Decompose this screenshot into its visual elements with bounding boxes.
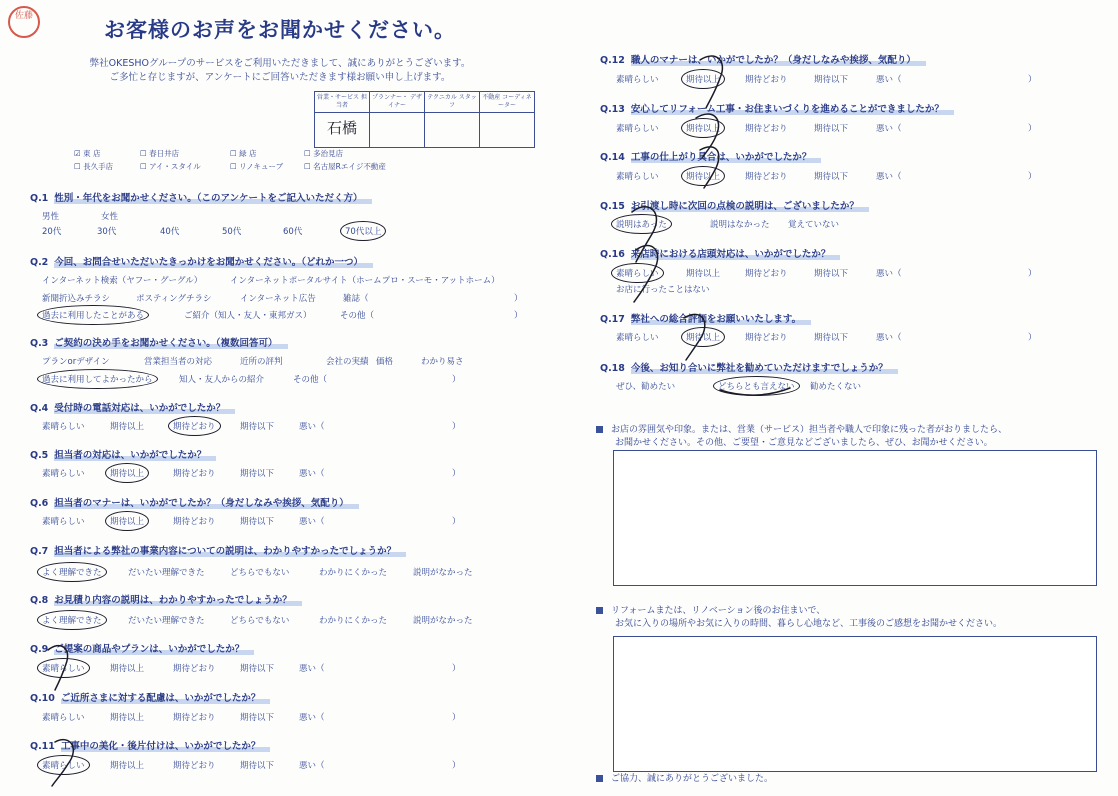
- answer-option[interactable]: 期待以下: [240, 761, 275, 771]
- answer-option[interactable]: 悪い（: [299, 422, 325, 432]
- answer-option[interactable]: 素晴らしい: [616, 124, 659, 134]
- question-number: Q.5: [30, 450, 49, 461]
- checked-box-icon[interactable]: ☑: [74, 149, 84, 158]
- paren-close: ）: [1028, 75, 1037, 85]
- answer-option[interactable]: 素晴らしい: [616, 172, 659, 182]
- answer-option[interactable]: 期待以上: [110, 469, 145, 479]
- question-number: Q.16: [600, 249, 625, 260]
- paren-close: ）: [1028, 124, 1037, 134]
- question-number: Q.11: [30, 741, 55, 752]
- question-number: Q.2: [30, 257, 49, 268]
- paren-close: ）: [452, 375, 461, 385]
- question-heading: [600, 246, 840, 260]
- paren-close: ）: [1028, 269, 1037, 279]
- question-text: 担当者の対応は、いかがでしたか？: [54, 450, 216, 461]
- answer-option[interactable]: ぜひ、勧めたい: [616, 382, 676, 392]
- answer-option[interactable]: 期待どおり: [173, 517, 216, 527]
- answer-option[interactable]: 価格: [376, 357, 394, 367]
- staff-cell-realestate[interactable]: [480, 113, 535, 148]
- answer-option[interactable]: 素晴らしい: [42, 469, 85, 479]
- paren-close: ）: [514, 311, 523, 321]
- intro-line-2: ご多忙と存じますが、アンケートにご回答いただきます様お願い申し上げます。: [109, 72, 451, 83]
- answer-option[interactable]: 素晴らしい: [616, 269, 659, 279]
- answer-option[interactable]: 期待以下: [814, 75, 849, 85]
- answer-option[interactable]: 70代以上: [345, 227, 382, 237]
- answer-option[interactable]: 過去に利用してよかったから: [42, 375, 153, 385]
- answer-option[interactable]: 期待どおり: [745, 75, 788, 85]
- question-number: Q.9: [30, 644, 49, 655]
- answer-option[interactable]: お店に行ったことはない: [616, 285, 710, 295]
- question-heading: [600, 360, 898, 374]
- answer-option[interactable]: 会社の実績: [326, 357, 369, 367]
- question-heading: [600, 149, 821, 163]
- question-heading: [30, 495, 359, 509]
- answer-option[interactable]: 期待以上: [110, 664, 145, 674]
- shop-option[interactable]: [74, 148, 101, 159]
- answer-option[interactable]: 悪い（: [299, 517, 325, 527]
- answer-option[interactable]: インターネット検索（ヤフー・グーグル）: [42, 276, 203, 286]
- answer-option[interactable]: 期待以上: [686, 124, 721, 134]
- shop-label: リノキューブ: [239, 162, 284, 171]
- checkbox-icon[interactable]: ☐: [74, 162, 84, 171]
- paren-close: ）: [1028, 333, 1037, 343]
- answer-option[interactable]: 期待以上: [110, 517, 145, 527]
- shop-option[interactable]: [140, 161, 201, 172]
- question-text: 受付時の電話対応は、いかがでしたか？: [54, 403, 235, 414]
- answer-option[interactable]: 期待どおり: [173, 664, 216, 674]
- question-text: 担当者による弊社の事業内容についての説明は、わかりやすかったでしょうか？: [54, 546, 406, 557]
- answer-option[interactable]: どちらとも言えない: [718, 382, 795, 392]
- staff-cell-planner[interactable]: [370, 113, 425, 148]
- shop-option[interactable]: [304, 161, 386, 172]
- paren-close: ）: [452, 664, 461, 674]
- shop-label: アイ・スタイル: [149, 162, 201, 171]
- shop-label: 長久手店: [83, 162, 114, 171]
- answer-option[interactable]: 悪い（: [876, 75, 902, 85]
- question-heading: [30, 400, 235, 414]
- question-number: Q.10: [30, 693, 55, 704]
- answer-option[interactable]: 雑誌（: [343, 294, 369, 304]
- checkbox-icon[interactable]: ☐: [304, 162, 314, 171]
- shop-option[interactable]: [140, 148, 179, 159]
- comment-prompt-1-line-2: お聞かせください。その他、ご要望・ご意見などございましたら、ぜひ、お聞かせください。: [615, 438, 993, 448]
- question-text: 弊社への総合評価をお願いいたします。: [631, 314, 811, 325]
- answer-option[interactable]: よく理解できた: [42, 616, 102, 626]
- comment-prompt-1-line-1: お店の雰囲気や印象。または、営業（サービス）担当者や職人で印象に残った者がおりましたら、: [611, 425, 1008, 435]
- answer-option[interactable]: 40代: [160, 227, 180, 237]
- answer-option[interactable]: プランorデザイン: [42, 357, 110, 367]
- shop-label: 名古屋Rエイジ不動産: [313, 162, 386, 171]
- question-text: ご提案の商品やプランは、いかがでしたか？: [54, 644, 254, 655]
- answer-option[interactable]: 期待どおり: [173, 469, 216, 479]
- answer-option[interactable]: 期待以下: [240, 713, 275, 723]
- answer-option[interactable]: ポスティングチラシ: [136, 294, 212, 304]
- question-heading: [600, 101, 954, 115]
- answer-option[interactable]: 過去に利用したことがある: [42, 311, 145, 321]
- shop-label: 春日井店: [149, 149, 180, 158]
- paren-close: ）: [452, 469, 461, 479]
- question-heading: [600, 198, 869, 212]
- answer-option[interactable]: 期待以下: [240, 469, 275, 479]
- comment-prompt-2-line-2: お気に入りの場所やお気に入りの時間、暮らし心地など、工事後のご感想をお聞かせください。: [615, 619, 1003, 629]
- staff-header-realestate: 不動産 コーディネーター: [480, 92, 535, 113]
- answer-option[interactable]: 知人・友人からの紹介: [179, 375, 265, 385]
- comment-prompt-1: [596, 424, 1007, 450]
- answer-option[interactable]: よく理解できた: [42, 568, 102, 578]
- question-text: 職人のマナーは、いかがでしたか？（身だしなみや挨拶、気配り）: [631, 55, 926, 66]
- shop-option[interactable]: [74, 161, 113, 172]
- question-text: 性別・年代をお聞かせください。（このアンケートをご記入いただく方）: [54, 193, 372, 204]
- question-number: Q.12: [600, 55, 625, 66]
- answer-option[interactable]: 覚えていない: [788, 220, 840, 230]
- shop-label: 緑 店: [239, 149, 257, 158]
- answer-option[interactable]: インターネットポータルサイト（ホームプロ・スーモ・アットホーム）: [230, 276, 500, 286]
- answer-option[interactable]: わかりにくかった: [319, 616, 388, 626]
- answer-option[interactable]: 期待以上: [686, 269, 721, 279]
- answer-option[interactable]: その他（: [293, 375, 328, 385]
- shop-label: 多治見店: [313, 149, 344, 158]
- answer-option[interactable]: だいたい理解できた: [128, 616, 205, 626]
- paren-close: ）: [514, 294, 523, 304]
- answer-option[interactable]: 悪い（: [876, 269, 902, 279]
- question-text: お引渡し時に次回の点検の説明は、ございましたか？: [631, 201, 869, 212]
- question-heading: [30, 690, 270, 704]
- page-title: お客様のお声をお聞かせください。: [104, 18, 456, 42]
- answer-option[interactable]: どちらでもない: [230, 568, 290, 578]
- answer-option[interactable]: 近所の評判: [240, 357, 283, 367]
- answer-option[interactable]: 期待以上: [686, 172, 721, 182]
- question-number: Q.13: [600, 104, 625, 115]
- question-heading: [30, 447, 216, 461]
- answer-option[interactable]: 期待以下: [240, 422, 275, 432]
- answer-option[interactable]: 期待以下: [814, 124, 849, 134]
- question-number: Q.6: [30, 498, 49, 509]
- answer-option[interactable]: 期待以下: [814, 172, 849, 182]
- question-number: Q.17: [600, 314, 625, 325]
- answer-option[interactable]: 悪い（: [299, 664, 325, 674]
- question-number: Q.3: [30, 338, 49, 349]
- seal-stamp: 佐藤: [8, 6, 40, 38]
- answer-option[interactable]: 50代: [222, 227, 242, 237]
- answer-option[interactable]: わかりにくかった: [319, 568, 388, 578]
- question-number: Q.1: [30, 193, 49, 204]
- answer-option[interactable]: 素晴らしい: [42, 422, 85, 432]
- sales-rep-signature: 石橋: [326, 119, 357, 137]
- bullet-icon: [596, 607, 603, 614]
- bullet-icon: [596, 426, 603, 433]
- question-text: 担当者のマナーは、いかがでしたか？（身だしなみや挨拶、気配り）: [54, 498, 359, 509]
- answer-option[interactable]: 期待どおり: [745, 269, 788, 279]
- shop-option[interactable]: [304, 148, 343, 159]
- comment-box-1[interactable]: [613, 450, 1097, 586]
- staff-header-sales: 営業・サービス 担当者: [315, 92, 370, 113]
- paren-close: ）: [452, 713, 461, 723]
- closing-line: [596, 773, 773, 786]
- question-heading: [30, 738, 270, 752]
- paren-close: ）: [1028, 172, 1037, 182]
- answer-option[interactable]: 新聞折込みチラシ: [42, 294, 111, 304]
- answer-option[interactable]: 素晴らしい: [616, 75, 659, 85]
- question-number: Q.7: [30, 546, 49, 557]
- answer-option[interactable]: 素晴らしい: [616, 333, 659, 343]
- question-heading: [30, 190, 372, 204]
- answer-option[interactable]: 期待以下: [240, 517, 275, 527]
- answer-option[interactable]: 期待以上: [110, 761, 145, 771]
- question-number: Q.4: [30, 403, 49, 414]
- answer-option[interactable]: 期待どおり: [745, 333, 788, 343]
- answer-option[interactable]: どちらでもない: [230, 616, 290, 626]
- question-heading: [30, 254, 373, 268]
- answer-option[interactable]: 素晴らしい: [42, 664, 85, 674]
- comment-prompt-2-line-1: リフォームまたは、リノベーション後のお住まいで、: [611, 606, 826, 616]
- comment-box-2[interactable]: [613, 636, 1097, 772]
- question-text: 安心してリフォーム工事・お住まいづくりを進めることができましたか？: [631, 104, 954, 115]
- answer-option[interactable]: インターネット広告: [240, 294, 316, 304]
- question-text: 工事の仕上がり具合は、いかがでしたか？: [631, 152, 822, 163]
- answer-option[interactable]: 説明がなかった: [413, 616, 473, 626]
- answer-option[interactable]: 30代: [97, 227, 117, 237]
- question-number: Q.15: [600, 201, 625, 212]
- staff-cell-technical[interactable]: [425, 113, 480, 148]
- answer-option[interactable]: 期待どおり: [173, 713, 216, 723]
- question-text: 今後、お知り合いに弊社を勧めていただけますでしょうか？: [631, 363, 898, 374]
- answer-option[interactable]: 20代: [42, 227, 62, 237]
- answer-option[interactable]: わかり易さ: [421, 357, 464, 367]
- answer-option[interactable]: 悪い（: [876, 124, 902, 134]
- checkbox-icon[interactable]: ☐: [304, 149, 314, 158]
- closing-text: ご協力、誠にありがとうございました。: [611, 774, 774, 784]
- staff-header-technical: テクニカル スタッフ: [425, 92, 480, 113]
- answer-option[interactable]: 素晴らしい: [42, 761, 85, 771]
- question-heading: [600, 52, 926, 66]
- answer-option[interactable]: 悪い（: [876, 333, 902, 343]
- answer-option[interactable]: 営業担当者の対応: [144, 357, 213, 367]
- question-heading: [600, 311, 811, 325]
- answer-option[interactable]: 期待以上: [110, 422, 145, 432]
- answer-option[interactable]: 悪い（: [876, 172, 902, 182]
- question-number: Q.14: [600, 152, 625, 163]
- question-heading: [30, 592, 302, 606]
- checkbox-icon[interactable]: ☐: [140, 149, 150, 158]
- answer-option[interactable]: 期待どおり: [745, 124, 788, 134]
- paren-close: ）: [452, 517, 461, 527]
- answer-option[interactable]: 期待以下: [814, 269, 849, 279]
- answer-option[interactable]: 素晴らしい: [42, 713, 85, 723]
- question-text: 今回、お問合せいただいたきっかけをお聞かせください。（どれか一つ）: [54, 257, 373, 268]
- answer-option[interactable]: その他（: [340, 311, 375, 321]
- question-text: ご近所さまに対する配慮は、いかがでしたか？: [61, 693, 271, 704]
- shop-option[interactable]: [230, 161, 283, 172]
- answer-option[interactable]: 説明はなかった: [710, 220, 770, 230]
- answer-option[interactable]: 期待どおり: [173, 422, 216, 432]
- answer-option[interactable]: 期待以上: [686, 75, 721, 85]
- question-heading: [30, 335, 288, 349]
- paren-close: ）: [452, 422, 461, 432]
- shop-label: 東 店: [83, 149, 101, 158]
- question-text: 工事中の美化・後片付けは、いかがでしたか？: [61, 741, 271, 752]
- paren-close: ）: [452, 761, 461, 771]
- answer-option[interactable]: 素晴らしい: [42, 517, 85, 527]
- question-text: ご契約の決め手をお聞かせください。（複数回答可）: [54, 338, 287, 349]
- staff-header-planner: プランナー・ デザイナー: [370, 92, 425, 113]
- answer-option[interactable]: 悪い（: [299, 761, 325, 771]
- checkbox-icon[interactable]: ☐: [230, 149, 240, 158]
- answer-option[interactable]: だいたい理解できた: [128, 568, 205, 578]
- answer-option[interactable]: 60代: [283, 227, 303, 237]
- answer-option[interactable]: 悪い（: [299, 713, 325, 723]
- shop-option[interactable]: [230, 148, 257, 159]
- answer-option[interactable]: 期待以上: [110, 713, 145, 723]
- question-number: Q.18: [600, 363, 625, 374]
- answer-option[interactable]: 期待以下: [240, 664, 275, 674]
- answer-option[interactable]: 期待以下: [814, 333, 849, 343]
- answer-option[interactable]: 女性: [101, 212, 119, 222]
- answer-option[interactable]: 説明がなかった: [413, 568, 473, 578]
- answer-option[interactable]: 説明はあった: [616, 220, 667, 230]
- answer-option[interactable]: ご紹介（知人・友人・東邦ガス）: [184, 311, 312, 321]
- checkbox-icon[interactable]: ☐: [140, 162, 150, 171]
- staff-cell-sales[interactable]: [315, 113, 370, 148]
- checkbox-icon[interactable]: ☐: [230, 162, 240, 171]
- answer-option[interactable]: 悪い（: [299, 469, 325, 479]
- question-text: お見積り内容の説明は、わかりやすかったでしょうか？: [54, 595, 302, 606]
- bullet-icon: [596, 775, 603, 782]
- intro-line-1: 弊社OKESHOグループのサービスをご利用いただきまして、誠にありがとうございます。: [89, 58, 471, 69]
- answer-option[interactable]: 期待どおり: [173, 761, 216, 771]
- comment-prompt-2: [596, 605, 1002, 631]
- question-heading: [30, 641, 254, 655]
- question-heading: [30, 543, 406, 557]
- answer-option[interactable]: 勧めたくない: [810, 382, 862, 392]
- question-text: 来店時における店頭対応は、いかがでしたか？: [631, 249, 841, 260]
- answer-option[interactable]: 男性: [42, 212, 60, 222]
- answer-option[interactable]: 期待以上: [686, 333, 721, 343]
- answer-option[interactable]: 期待どおり: [745, 172, 788, 182]
- question-number: Q.8: [30, 595, 49, 606]
- staff-table: [314, 91, 535, 148]
